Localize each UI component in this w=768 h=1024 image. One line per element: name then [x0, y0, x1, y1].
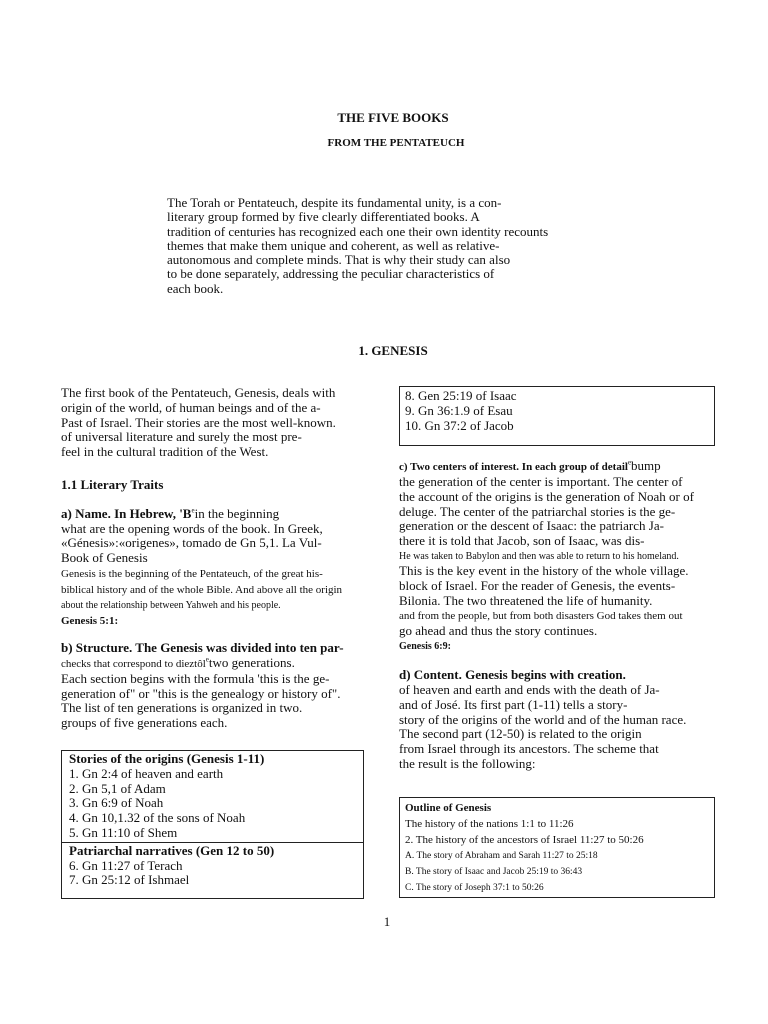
structure-heading: b) Structure. The Genesis was divided into ten par-: [61, 639, 344, 655]
paragraph-line: This is the key event in the history of the whole village.: [399, 562, 689, 578]
paragraph-line: block of Israel. For the reader of Genesis, the events-: [399, 577, 676, 593]
paragraph-line: Book of Genesis: [61, 550, 148, 566]
centers-heading-tail: bump: [631, 458, 661, 473]
paragraph-line: from Israel through its ancestors. The scheme that: [399, 741, 659, 757]
intro-paragraph: [167, 196, 627, 296]
paragraph-line: The list of ten generations is organized in two.: [61, 700, 303, 716]
paragraph-line: of universal literature and surely the most pre-: [61, 429, 302, 445]
centers-heading: c) Two centers of interest. In each group of detail: [399, 461, 628, 473]
paragraph-line: feel in the cultural tradition of the West.: [61, 444, 269, 460]
intro-line: autonomous and complete minds. That is why their study can also: [167, 252, 511, 268]
paragraph-line: The second part (12-50) is related to the origin: [399, 726, 642, 742]
box-header: Stories of the origins (Genesis 1-11): [69, 751, 265, 766]
outline-subitem: B. The story of Isaac and Jacob 25:19 to 36:43: [405, 867, 583, 877]
paragraph-line: biblical history and of the whole Bible. And above all the origin: [61, 583, 343, 596]
paragraph-line: generation or the descent of Isaac: the patriarch Ja-: [399, 518, 664, 534]
paragraph-line: «Génesis»:«origenes», tomado de Gn 5,1. La Vul-: [61, 535, 322, 551]
outline-subitem: A. The story of Abraham and Sarah 11:27 to 25:18: [405, 851, 598, 861]
list-item: 10. Gn 37:2 of Jacob: [405, 418, 514, 433]
structure-text: two generations.: [208, 654, 295, 670]
paragraph-line: Bilonia. The two threatened the life of humanity.: [399, 592, 653, 608]
superscript: e: [191, 506, 195, 515]
outline-subitem: C. The story of Joseph 37:1 to 50:26: [405, 883, 544, 893]
patriarchal-section: [62, 842, 363, 889]
intro-line: tradition of centuries has recognized each one their own identity recounts: [167, 223, 549, 239]
paragraph-line: The first book of the Pentateuch, Genesis, deals with: [61, 385, 336, 400]
origins-section: [62, 751, 363, 842]
paragraph-line: about the relationship between Yahweh and his people.: [61, 599, 281, 611]
list-item: 7. Gn 25:12 of Ishmael: [69, 872, 190, 888]
intro-line: each book.: [167, 280, 224, 296]
list-item: 9. Gn 36:1.9 of Esau: [405, 403, 513, 418]
subsection-heading: 1.1 Literary Traits: [61, 476, 164, 492]
reference-label: Genesis 6:9:: [399, 641, 451, 653]
generations-box: [61, 750, 364, 899]
list-item: 5. Gn 11:10 of Shem: [69, 824, 178, 840]
name-heading: a) Name. In Hebrew, 'B: [61, 505, 192, 521]
list-item: 2. Gn 5,1 of Adam: [69, 780, 166, 796]
outline-box: [399, 797, 715, 898]
outline-item: The history of the nations 1:1 to 11:26: [405, 818, 574, 830]
box-header: Patriarchal narratives (Gen 12 to 50): [69, 842, 275, 858]
paragraph-line: He was taken to Babylon and then was able to return to his homeland.: [399, 550, 679, 562]
list-item: 1. Gn 2:4 of heaven and earth: [69, 765, 224, 781]
section-heading: 1. GENESIS: [358, 343, 428, 358]
paragraph-line: story of the origins of the world and of the human race.: [399, 711, 687, 727]
paragraph-line: generation of" or "this is the genealogy or history of".: [61, 685, 341, 701]
intro-line: The Torah or Pentateuch, despite its fundamental unity, is a con-: [167, 195, 502, 210]
structure-line: [61, 656, 391, 672]
paragraph-line: Past of Israel. Their stories are the most well-known.: [61, 414, 336, 430]
right-column: [399, 459, 749, 772]
content-heading: d) Content. Genesis begins with creation.: [399, 667, 626, 683]
paragraph-line: and of José. Its first part (1-11) tells a story-: [399, 696, 628, 712]
paragraph-line: and from the people, but from both disasters God takes them out: [399, 610, 683, 623]
list-item: 4. Gn 10,1.32 of the sons of Noah: [69, 810, 246, 826]
list-item: 8. Gen 25:19 of Isaac: [405, 388, 517, 403]
intro-line: literary group formed by five clearly differentiated books. A: [167, 209, 480, 225]
paragraph-line: the generation of the center is important. The center of: [399, 474, 683, 489]
paragraph-line: go ahead and thus the story continues.: [399, 623, 598, 639]
list-item: 6. Gn 11:27 of Terach: [69, 857, 183, 873]
outline-header: Outline of Genesis: [405, 802, 492, 814]
paragraph-line: what are the opening words of the book. In Greek,: [61, 520, 323, 536]
paragraph-line: there it is told that Jacob, son of Isaac, was dis-: [399, 533, 645, 549]
paragraph-line: origin of the world, of human beings and of the a-: [61, 399, 321, 415]
left-column: [61, 386, 391, 731]
paragraph-line: Genesis is the beginning of the Pentateuch, of the great his-: [61, 567, 323, 580]
intro-line: to be done separately, addressing the peculiar characteristics of: [167, 266, 495, 282]
centers-heading-line: [399, 459, 749, 475]
intro-line: themes that make them unique and coherent, as well as relative-: [167, 237, 500, 253]
name-heading-line: [61, 507, 391, 522]
paragraph-line: deluge. The center of the patriarchal stories is the ge-: [399, 503, 676, 519]
paragraph-line: the result is the following:: [399, 755, 536, 771]
outline-item: 2. The history of the ancestors of Israel 11:27 to 50:26: [405, 834, 644, 846]
page-number: 1: [383, 914, 391, 929]
page-title: THE FIVE BOOKS: [337, 110, 449, 125]
paragraph-line: Each section begins with the formula 'this is the ge-: [61, 670, 330, 686]
paragraph-line: of heaven and earth and ends with the death of Ja-: [399, 681, 660, 697]
page-subtitle: FROM THE PENTATEUCH: [327, 137, 465, 149]
paragraph-line: groups of five generations each.: [61, 715, 228, 731]
generations-continued-box: [399, 386, 715, 446]
list-item: 3. Gn 6:9 of Noah: [69, 795, 164, 811]
name-heading-tail: in the beginning: [194, 505, 280, 521]
superscript: e: [627, 458, 632, 467]
reference-label: Genesis 5:1:: [61, 614, 119, 627]
structure-text: checks that correspond to dieztôl: [61, 657, 206, 670]
paragraph-line: the account of the origins is the generation of Noah or of: [399, 488, 694, 504]
superscript: e: [205, 655, 209, 664]
